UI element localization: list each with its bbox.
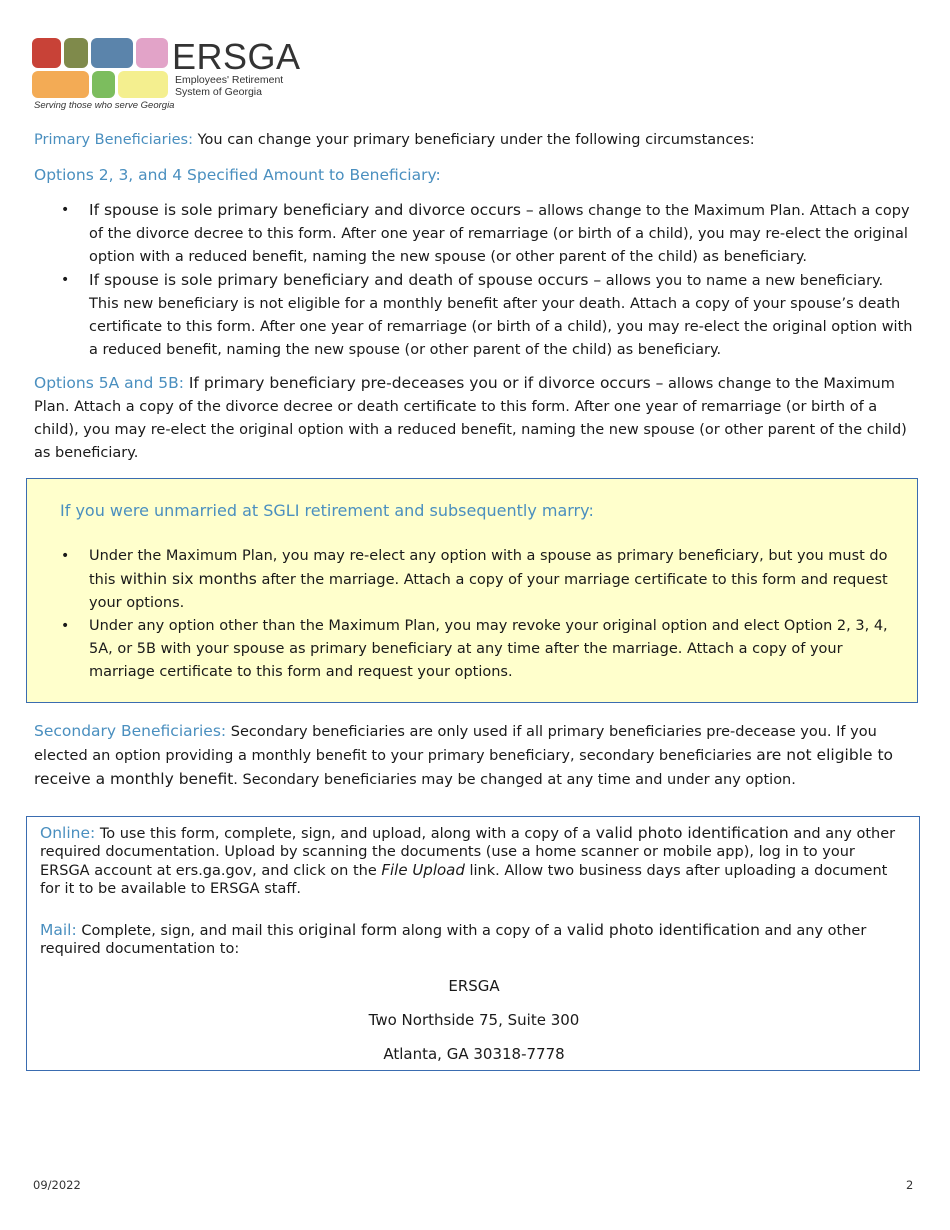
footer-date: 09/2022 [33, 1178, 81, 1192]
list-item-text: allows change to the Maximum Plan. Attach a copy of the divorce decree to this form. After one year of remarriage (or birth of a child), you may re-elect the original option with a reduced benefit, naming the new spouse (or other parent of the child) as beneficiary. [89, 203, 910, 265]
secondary-beneficiaries-label: Secondary Beneficiaries: [34, 722, 227, 740]
mail-label: Mail: [40, 921, 77, 939]
logo-wordmark: ERSGA [172, 36, 301, 77]
logo-tile [118, 71, 168, 98]
unmarried-notice-list [34, 545, 894, 684]
mail-emphasis: original form [298, 921, 398, 939]
list-item-text: allows you to name a new beneficiary. This new beneficiary is not eligible for a monthly benefit after your death. Attach a copy of your spouse’s death certificate to this form. After one year of remarriage (or birth of a child), you may re-elect the original option with a reduced benefit, naming the new spouse (or other parent of the child) as beneficiary. [89, 273, 913, 358]
logo-subtitle-line: System of Georgia [175, 86, 262, 98]
logo-tile [91, 38, 133, 68]
list-item-emphasis: If spouse is sole primary beneficiary and death of spouse occurs – [89, 271, 602, 289]
ersga-logo [32, 38, 302, 116]
logo-tagline: Serving those who serve Georgia [34, 100, 175, 111]
unmarried-notice-box [26, 478, 918, 703]
list-item-emphasis: within six months [120, 570, 257, 588]
logo-subtitle-line: Employees' Retirement [175, 74, 284, 86]
secondary-beneficiaries-emphasis: are not eligible to receive a monthly benefit [34, 746, 894, 788]
mail-text: along with a copy of a [397, 923, 567, 939]
address-line: Two Northside 75, Suite 300 [368, 1011, 580, 1029]
file-upload-link-text: File Upload [381, 861, 465, 879]
mail-instructions [40, 921, 900, 958]
logo-tile [32, 71, 89, 98]
mail-text: and any other required documentation to: [40, 923, 867, 957]
address-line: Atlanta, GA 30318-7778 [383, 1045, 565, 1063]
options-234-section [34, 164, 914, 362]
logo-tile [136, 38, 168, 68]
primary-beneficiaries-text: You can change your primary beneficiary under the following circumstances: [193, 132, 755, 148]
list-item [34, 269, 914, 362]
mail-emphasis: valid photo identification [566, 921, 760, 939]
options-5-text: allows change to the Maximum Plan. Attach a copy of the divorce decree or death certificate to this form. After one year of remarriage (or birth of a child), you may re-elect the original option with a reduced benefit, naming the new spouse (or other parent of the child) as beneficiary. [34, 376, 907, 461]
primary-beneficiaries-label: Primary Beneficiaries: [34, 132, 193, 148]
list-item-text: Under any option other than the Maximum Plan, you may revoke your original option and elect Option 2, 3, 4, 5A, or 5B with your spouse as primary beneficiary at any time after the marriage. Attach a copy of your marriage certificate to this form and request your options. [89, 618, 888, 680]
list-item-emphasis: If spouse is sole primary beneficiary and divorce occurs – [89, 201, 534, 219]
unmarried-notice-title: If you were unmarried at SGLI retirement and subsequently marry: [60, 501, 594, 520]
page-number: 2 [906, 1178, 914, 1192]
logo-tiles [32, 38, 172, 102]
options-234-list [34, 199, 914, 362]
mail-text: Complete, sign, and mail this [76, 923, 299, 939]
options-234-title: Options 2, 3, and 4 Specified Amount to Beneficiary: [34, 166, 441, 184]
online-instructions [40, 824, 900, 898]
options-5-emphasis: If primary beneficiary pre-deceases you or if divorce occurs – [183, 374, 664, 392]
address-line: ERSGA [448, 977, 500, 995]
logo-subtitle [175, 74, 283, 98]
online-text: and any other required documentation. Upload by scanning the documents (use a home scanner or mobile app), log in to your ERSGA account at ers.ga.gov, and click on the [40, 826, 896, 879]
list-item-text: after the marriage. Attach a copy of your marriage certificate to this form and request your options. [89, 572, 888, 611]
options-5-paragraph [34, 372, 914, 465]
list-item [34, 199, 914, 269]
list-item [34, 545, 894, 615]
options-5-label: Options 5A and 5B: [34, 374, 184, 392]
logo-tile [64, 38, 88, 68]
secondary-beneficiaries-text: . Secondary beneficiaries may be changed at any time and under any option. [233, 772, 796, 788]
primary-beneficiaries-paragraph [34, 129, 914, 152]
list-item [34, 615, 894, 684]
secondary-beneficiaries-paragraph [34, 720, 914, 792]
logo-tile [92, 71, 115, 98]
online-label: Online: [40, 824, 96, 842]
secondary-beneficiaries-text: Secondary beneficiaries are only used if all primary beneficiaries pre-decease you. If you elected an option providing a monthly benefit to your primary beneficiary, secondary beneficiaries [34, 724, 877, 764]
online-text: To use this form, complete, sign, and upload, along with a copy of a [95, 826, 596, 842]
online-text: link. Allow two business days after uploading a document for it to be available to ERSGA staff. [40, 863, 888, 897]
submission-instructions-box [26, 816, 920, 1071]
logo-tile [32, 38, 61, 68]
list-item-text: Under the Maximum Plan, you may re-elect any option with a spouse as primary beneficiary, but you must do this [89, 548, 888, 588]
online-emphasis: valid photo identification [595, 824, 789, 842]
